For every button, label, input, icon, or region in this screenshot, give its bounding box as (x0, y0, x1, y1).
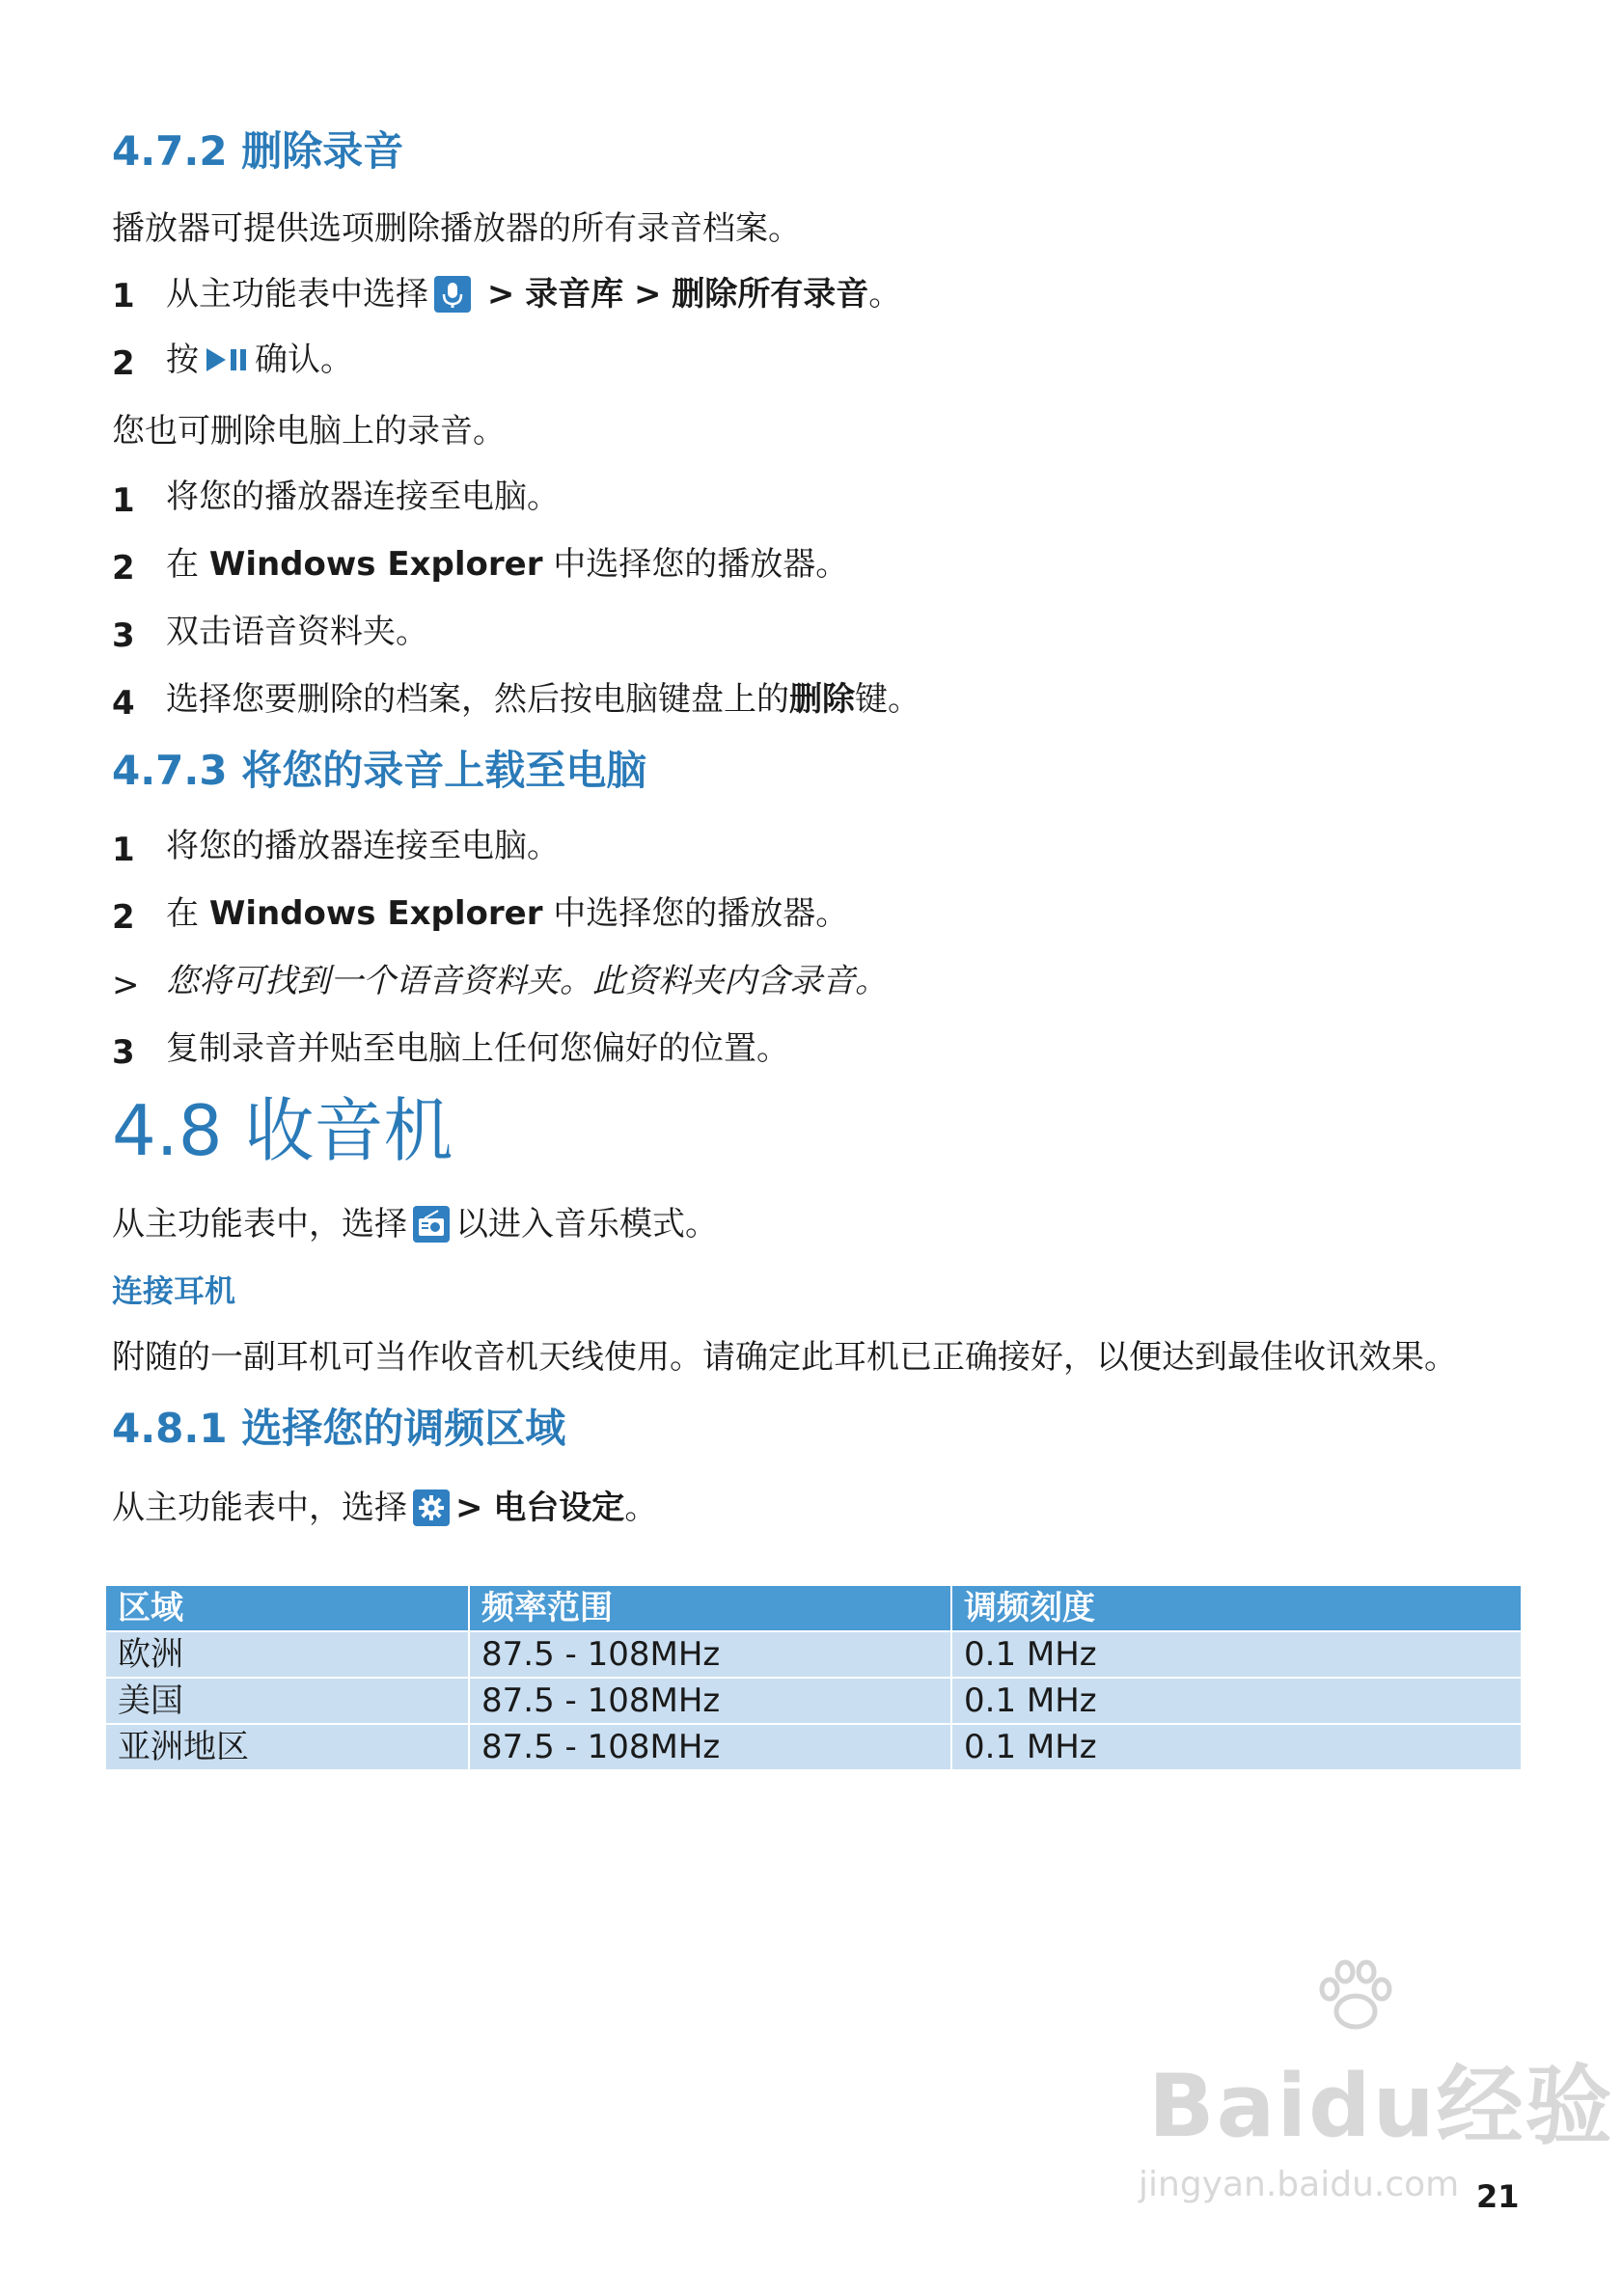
step-text: 中选择您的播放器。 (553, 894, 849, 933)
result-marker: > (112, 966, 140, 1004)
menu-path-recordings: 录音库 (525, 275, 624, 314)
punctuation: 。 (624, 1489, 658, 1527)
cell-frequency-range: 87.5 - 108MHz (469, 1678, 951, 1724)
baidu-paw-icon (1312, 1958, 1399, 2039)
step-number: 4 (112, 684, 135, 723)
table-header-row (106, 1586, 1522, 1631)
subheading-connect-headphones: 连接耳机 (112, 1272, 236, 1309)
cell-frequency-range: 87.5 - 108MHz (469, 1631, 951, 1678)
step-windows-explorer (166, 545, 849, 584)
step-number: 2 (112, 344, 135, 383)
bold-term: Windows Explorer (208, 545, 543, 584)
table-row (106, 1678, 1522, 1724)
cell-region: 亚洲地区 (106, 1724, 469, 1769)
baidu-watermark-url: jingyan.baidu.com (1139, 2165, 1460, 2204)
step-windows-explorer (166, 894, 849, 933)
intro-text: 从主功能表中，选择 (112, 1489, 407, 1527)
step-delete-file (166, 680, 920, 719)
settings-gear-icon (413, 1490, 450, 1526)
step-number: 3 (112, 1033, 135, 1072)
cell-tuning-step: 0.1 MHz (951, 1724, 1522, 1769)
step-number: 1 (112, 831, 135, 869)
cell-tuning-step: 0.1 MHz (951, 1631, 1522, 1678)
intro-text: 以进入音乐模式。 (455, 1205, 718, 1244)
menu-path-delete-all: 删除所有录音 (672, 275, 869, 314)
also-text: 您也可删除电脑上的录音。 (112, 412, 506, 451)
header-frequency-range: 频率范围 (469, 1586, 951, 1631)
step-text: 从主功能表中选择 (166, 275, 428, 314)
table-row (106, 1724, 1522, 1769)
step-number: 1 (112, 277, 135, 315)
headphone-paragraph: 附随的一副耳机可当作收音机天线使用。请确定此耳机已正确接好，以便达到最佳收讯效果。 (112, 1338, 1457, 1377)
separator: > (455, 1489, 483, 1527)
separator: > (486, 275, 515, 314)
step-number: 1 (112, 481, 135, 520)
radio-intro (112, 1206, 718, 1243)
baidu-watermark-logo: Baidu经验 (1148, 2056, 1614, 2157)
play-pause-icon (205, 345, 249, 380)
result-text: 您将可找到一个语音资料夹。此资料夹内含录音。 (166, 962, 888, 1000)
step-text: 确认。 (255, 341, 353, 379)
cell-frequency-range: 87.5 - 108MHz (469, 1724, 951, 1769)
step-text: 按 (166, 341, 199, 379)
cell-tuning-step: 0.1 MHz (951, 1678, 1522, 1724)
step-text: 复制录音并贴至电脑上任何您偏好的位置。 (166, 1029, 789, 1068)
header-tuning-step: 调频刻度 (951, 1586, 1522, 1631)
radio-icon (413, 1206, 450, 1243)
step-text: 将您的播放器连接至电脑。 (166, 478, 560, 516)
cell-region: 美国 (106, 1678, 469, 1724)
fm-region-intro (112, 1490, 657, 1526)
section-heading-4-8-1: 4.8.1 选择您的调频区域 (112, 1405, 566, 1452)
step-select-delete-all (166, 276, 901, 313)
cell-region: 欧洲 (106, 1631, 469, 1678)
header-region: 区域 (106, 1586, 469, 1631)
microphone-icon (434, 276, 471, 313)
intro-text: 播放器可提供选项删除播放器的所有录音档案。 (112, 209, 801, 248)
bold-term: Windows Explorer (208, 894, 543, 933)
punctuation: 。 (868, 275, 902, 314)
step-text: 在 (166, 894, 199, 933)
table-row (106, 1631, 1522, 1678)
step-number: 3 (112, 616, 135, 655)
step-text: 双击语音资料夹。 (166, 613, 428, 651)
fm-region-table (106, 1586, 1523, 1769)
intro-text: 从主功能表中，选择 (112, 1205, 407, 1244)
step-number: 2 (112, 898, 135, 937)
menu-path-station-settings: 电台设定 (493, 1489, 625, 1527)
step-text: 键。 (855, 680, 920, 719)
section-heading-4-8: 4.8 收音机 (112, 1090, 453, 1171)
section-heading-4-7-2: 4.7.2 删除录音 (112, 127, 404, 175)
separator: > (633, 275, 662, 314)
section-heading-4-7-3: 4.7.3 将您的录音上载至电脑 (112, 747, 647, 794)
step-number: 2 (112, 549, 135, 588)
step-text: 选择您要删除的档案，然后按电脑键盘上的 (166, 680, 789, 719)
step-press-confirm (166, 343, 353, 380)
step-text: 将您的播放器连接至电脑。 (166, 827, 560, 865)
step-text: 中选择您的播放器。 (553, 545, 849, 584)
page-number: 21 (1476, 2178, 1520, 2215)
step-text: 在 (166, 545, 199, 584)
bold-term: 删除 (789, 680, 855, 719)
